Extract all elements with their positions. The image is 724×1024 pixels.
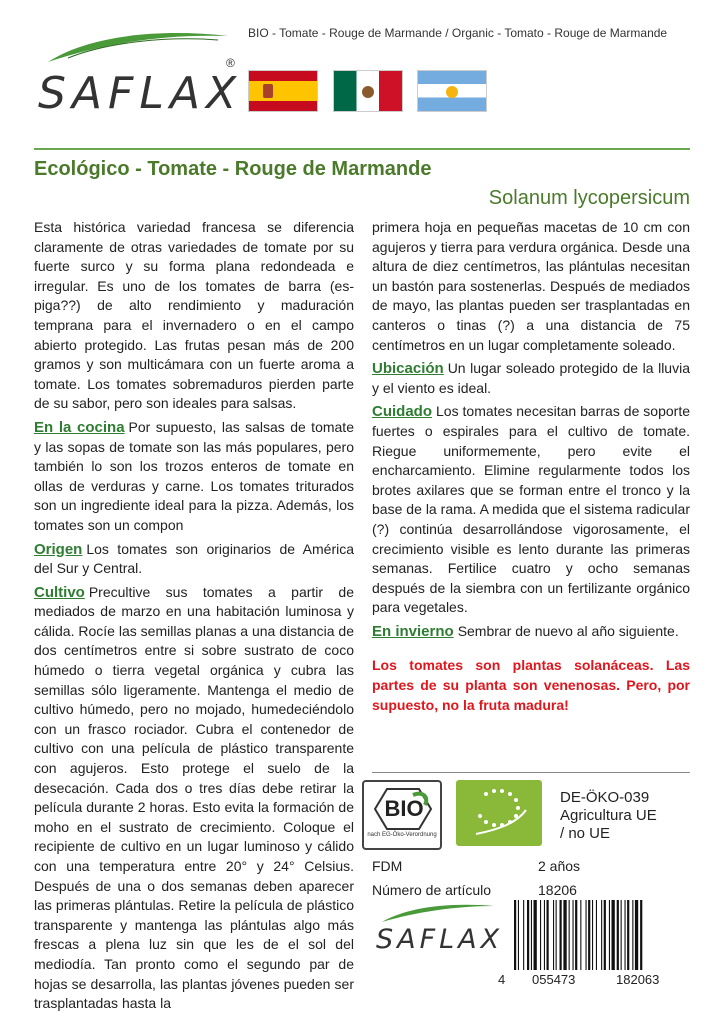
cocina-text: Por supuesto, las salsas de tomate y las sopas de tomate son las más populares, pero también lo son los trozos enteros de tomate en ollas de verduras y carne. Los tomates triturados son un ingrediente ideal para la pizza. Además, los tomates son un compon	[34, 418, 354, 533]
fdm-label: FDM	[372, 858, 403, 874]
cultivo-section	[34, 583, 354, 1014]
leaf-swoosh-icon	[376, 902, 500, 926]
bio-seal-icon	[362, 780, 442, 850]
argentina-flag-icon	[417, 70, 487, 112]
toxicity-warning: Los tomates son plantas solanáceas. Las partes de su planta son venenosas. Pero, por supuesto, no la fruta madura!	[372, 657, 690, 714]
cuidado-heading: Cuidado	[372, 403, 432, 421]
logo-wordmark: SAFLAX	[38, 68, 243, 119]
bio-word: BIO	[384, 796, 424, 821]
fdm-value: 2 años	[538, 858, 581, 874]
cert-code-line2: Agricultura UE	[560, 807, 657, 824]
cocina-heading: En la cocina	[34, 418, 125, 436]
cultivo-continued: primera hoja en pequeñas macetas de 10 cm con agujeros y tierra para verdura orgánica. Desde una altura de diez centímetros, las plántulas necesitan un bastón para sostenerlas. Después de mediados de mayo, las plantas pueden ser trasplantadas en canteros o tinas (?) a una distancia de 75 centímetros en un lugar completamente soleado.	[372, 219, 690, 353]
saflax-logo	[28, 28, 248, 128]
cuidado-section	[372, 402, 690, 618]
invierno-text: Sembrar de nuevo al año siguiente.	[457, 622, 679, 639]
bio-subtext: nach EG-Öko-Verordnung	[367, 832, 437, 838]
page-title: Ecológico - Tomate - Rouge de Marmande	[34, 158, 432, 180]
origen-section	[34, 540, 354, 579]
ubicacion-text: Un lugar soleado protegido de la lluvia y el viento es ideal.	[372, 360, 690, 396]
cert-divider	[372, 772, 690, 773]
ubicacion-section	[372, 359, 690, 398]
header-divider	[34, 148, 690, 150]
header	[0, 0, 724, 140]
cert-code	[560, 789, 657, 843]
cuidado-text: Los tomates necesitan barras de soporte fuertes o espirales para el cultivo de tomate. Riegue uniformemente, pero evite el encharcamiento. Elimine regularmente todos los brotes axilares que se forman entre el tronco y la base de la rama. A medida que el sistema radicular (?) continúa desarrollándose vigorosamente, el crecimiento visible es lento durante las primeras semanas. Fertilice cuatro y ocho semanas después de la siembra con un fertilizante orgánico para vegetales.	[372, 403, 690, 616]
botanical-name: Solanum lycopersicum	[488, 187, 690, 209]
product-line: BIO - Tomate - Rouge de Marmande / Organic - Tomato - Rouge de Marmande	[248, 26, 668, 40]
cultivo-heading: Cultivo	[34, 583, 85, 601]
cultivo-text: Precultive sus tomates a partir de mediados de marzo en una habitación luminosa y cálida. Rocíe las semillas planas a una distancia de dos centímetros entre si sobre sustrato de coco húmedo o tierra vegetal orgánica y cubra las semillas sólo ligeramente. Mantenga el medio de cultivo húmedo, pero no mojado, humedeciéndolo con un frasco rociador. Cubra el contenedor de cultivo con una película de plástico transparente con agujeros. Esto protege el suelo de la desecación. Cada dos o tres días debe retirar la película durante 2 horas. Esto evita la formación de moho en el sustrato de crecimiento. Coloque el recipiente de cultivo en un lugar luminoso y cálido con una temperatura entre 20° y 24° Celsius. Después de una o dos semanas deben aparecer las primeras plántulas. Retire la película de plástico transparente y mantenga las plántulas algo más frescas a plena luz sin que les de el sol del mediodía. Tan pronto como el segundo par de hojas se desarrolla, las plantas jóvenes pueden ser trasplantadas hasta la	[34, 583, 354, 1012]
leaf-swoosh-icon	[38, 28, 238, 68]
origen-heading: Origen	[34, 540, 83, 558]
left-column	[34, 218, 354, 1018]
origen-text: Los tomates son originarios de América del Sur y Central.	[34, 540, 354, 577]
invierno-heading: En invierno	[372, 622, 454, 640]
mexico-flag-icon	[333, 70, 403, 112]
barcode-digits-left: 055473	[532, 972, 576, 987]
invierno-section	[372, 622, 690, 642]
registered-mark: ®	[226, 56, 235, 70]
spain-flag-icon	[248, 70, 318, 112]
ubicacion-heading: Ubicación	[372, 360, 444, 378]
footer-logo	[372, 900, 502, 970]
barcode-digit-first: 4	[498, 972, 506, 987]
barcode-bars-icon	[512, 900, 690, 970]
barcode-digits-right: 182063	[616, 972, 660, 987]
eu-organic-leaf-icon	[456, 780, 542, 846]
intro-paragraph: Esta histórica variedad francesa se diferencia claramente de otras variedades de tomate por su fuerte surco y su forma plana redondeada e irregular. Es uno de los tomates de barra (espiga??) de alto rendimiento y maduración temprana para el invernadero o en el campo abierto protegido. Las frutas pesan más de 200 gramos y son multicámara con un fuerte aroma a tomate. Los tomates sobremaduros pierden parte de su sabor, pero son ideales para salsas.	[34, 219, 354, 412]
right-column	[372, 218, 690, 719]
cert-code-line1: DE-ÖKO-039	[560, 789, 650, 806]
footer-wordmark: SAFLAX	[376, 924, 504, 955]
barcode	[512, 900, 690, 970]
cert-code-line3: / no UE	[560, 825, 611, 842]
cocina-section	[34, 418, 354, 536]
article-value: 18206	[538, 882, 577, 898]
article-label: Número de artículo	[372, 882, 492, 898]
